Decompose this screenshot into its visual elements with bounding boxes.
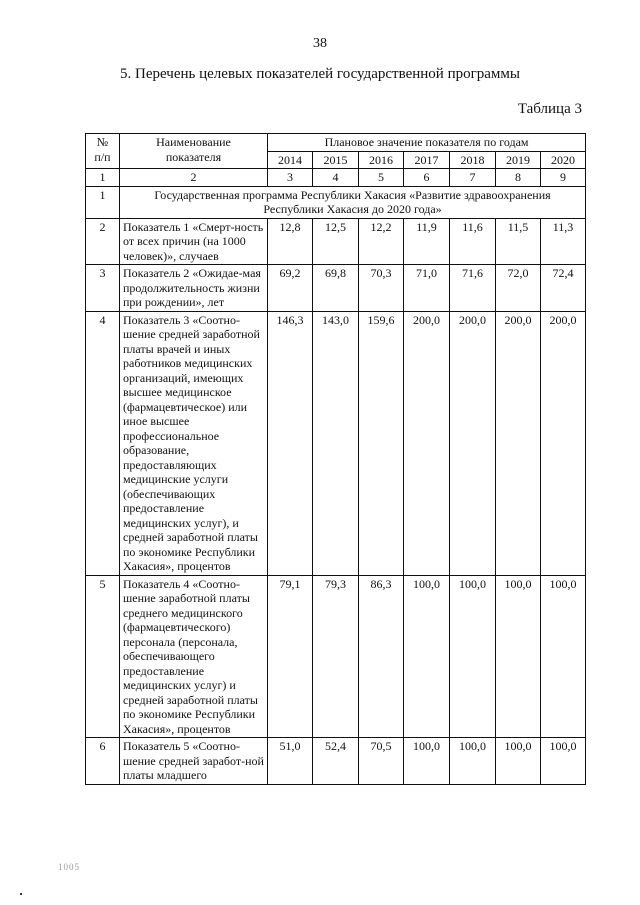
column-number: 3 (268, 169, 313, 187)
indicator-value: 100,0 (541, 738, 586, 785)
column-number: 6 (404, 169, 450, 187)
footer-mark: 1005 (58, 862, 80, 872)
table-row (86, 738, 586, 785)
indicator-value: 200,0 (404, 311, 450, 575)
column-number: 5 (359, 169, 404, 187)
header-num-label: № (96, 135, 109, 149)
header-year: 2020 (541, 151, 586, 169)
column-number: 7 (450, 169, 496, 187)
indicator-value: 11,9 (404, 218, 450, 265)
header-num-cell (86, 134, 120, 169)
indicator-value: 12,2 (359, 218, 404, 265)
indicator-name: Показатель 5 «Соотно-шение средней заработ-ной платы младшего (120, 738, 268, 785)
indicator-value: 100,0 (541, 575, 586, 738)
indicator-value: 72,4 (541, 265, 586, 312)
header-year: 2017 (404, 151, 450, 169)
indicator-name: Показатель 2 «Ожидае-мая продолжительность жизни при рождении», лет (120, 265, 268, 312)
table-row (86, 218, 586, 265)
indicator-value: 200,0 (541, 311, 586, 575)
indicator-value: 79,1 (268, 575, 313, 738)
program-title: Государственная программа Республики Хакасия «Развитие здравоохранения Республики Хакасия до 2020 года» (120, 186, 586, 218)
table-row (86, 575, 586, 738)
indicator-value: 70,3 (359, 265, 404, 312)
page-number: 38 (313, 36, 327, 51)
indicator-value: 72,0 (496, 265, 541, 312)
indicator-value: 100,0 (404, 575, 450, 738)
indicator-value: 71,6 (450, 265, 496, 312)
header-num-sublabel: п/п (94, 149, 111, 164)
header-year: 2014 (268, 151, 313, 169)
column-number: 9 (541, 169, 586, 187)
indicator-name: Показатель 3 «Соотно-шение средней заработной платы врачей и иных работников медицинских организаций, имеющих высшее медицинское (фармацевтическое) или иное высшее профессиональное образование, предоставляющих медицинские услуги (обеспечивающих предоставление медицинских услуг), и средней заработной платы по экономике Республики Хакасия», процентов (120, 311, 268, 575)
indicator-value: 100,0 (450, 738, 496, 785)
corner-dot (20, 893, 22, 895)
indicator-value: 100,0 (450, 575, 496, 738)
row-number: 5 (86, 575, 120, 738)
header-year: 2015 (313, 151, 359, 169)
indicator-value: 159,6 (359, 311, 404, 575)
column-numbers-row (86, 169, 586, 187)
indicator-name: Показатель 1 «Смерт-ность от всех причин (на 1000 человек)», случаев (120, 218, 268, 265)
row-number: 3 (86, 265, 120, 312)
program-row (86, 186, 586, 218)
column-number: 4 (313, 169, 359, 187)
section-title: 5. Перечень целевых показателей государственной программы (120, 66, 520, 82)
indicator-value: 146,3 (268, 311, 313, 575)
indicator-value: 100,0 (496, 738, 541, 785)
indicator-value: 143,0 (313, 311, 359, 575)
program-row-num: 1 (86, 186, 120, 218)
indicator-name: Показатель 4 «Соотно-шение заработной платы среднего медицинского (фармацевтического) персонала (персонала, обеспечивающего предоставление медицинских услуг) и средней заработной платы по экономике Республики Хакасия», процентов (120, 575, 268, 738)
indicator-value: 52,4 (313, 738, 359, 785)
indicator-value: 51,0 (268, 738, 313, 785)
indicator-value: 100,0 (404, 738, 450, 785)
header-plan-title: Плановое значение показателя по годам (268, 134, 586, 152)
indicator-value: 71,0 (404, 265, 450, 312)
column-number: 2 (120, 169, 268, 187)
indicator-value: 69,8 (313, 265, 359, 312)
indicator-value: 200,0 (450, 311, 496, 575)
header-row (86, 134, 586, 152)
header-name-cell (120, 134, 268, 169)
table-row (86, 311, 586, 575)
indicator-value: 100,0 (496, 575, 541, 738)
indicator-value: 69,2 (268, 265, 313, 312)
indicator-value: 12,8 (268, 218, 313, 265)
header-name-sublabel: показателя (165, 149, 222, 164)
header-year: 2016 (359, 151, 404, 169)
row-number: 4 (86, 311, 120, 575)
indicator-value: 86,3 (359, 575, 404, 738)
indicator-value: 11,6 (450, 218, 496, 265)
indicator-value: 70,5 (359, 738, 404, 785)
indicator-value: 79,3 (313, 575, 359, 738)
column-number: 8 (496, 169, 541, 187)
column-number: 1 (86, 169, 120, 187)
indicators-table (85, 133, 586, 785)
header-year: 2018 (450, 151, 496, 169)
header-year: 2019 (496, 151, 541, 169)
indicator-value: 12,5 (313, 218, 359, 265)
indicator-value: 200,0 (496, 311, 541, 575)
table-row (86, 265, 586, 312)
indicator-value: 11,3 (541, 218, 586, 265)
row-number: 6 (86, 738, 120, 785)
header-name-label: Наименование (156, 135, 231, 149)
table-caption: Таблица 3 (517, 101, 582, 117)
indicator-value: 11,5 (496, 218, 541, 265)
row-number: 2 (86, 218, 120, 265)
